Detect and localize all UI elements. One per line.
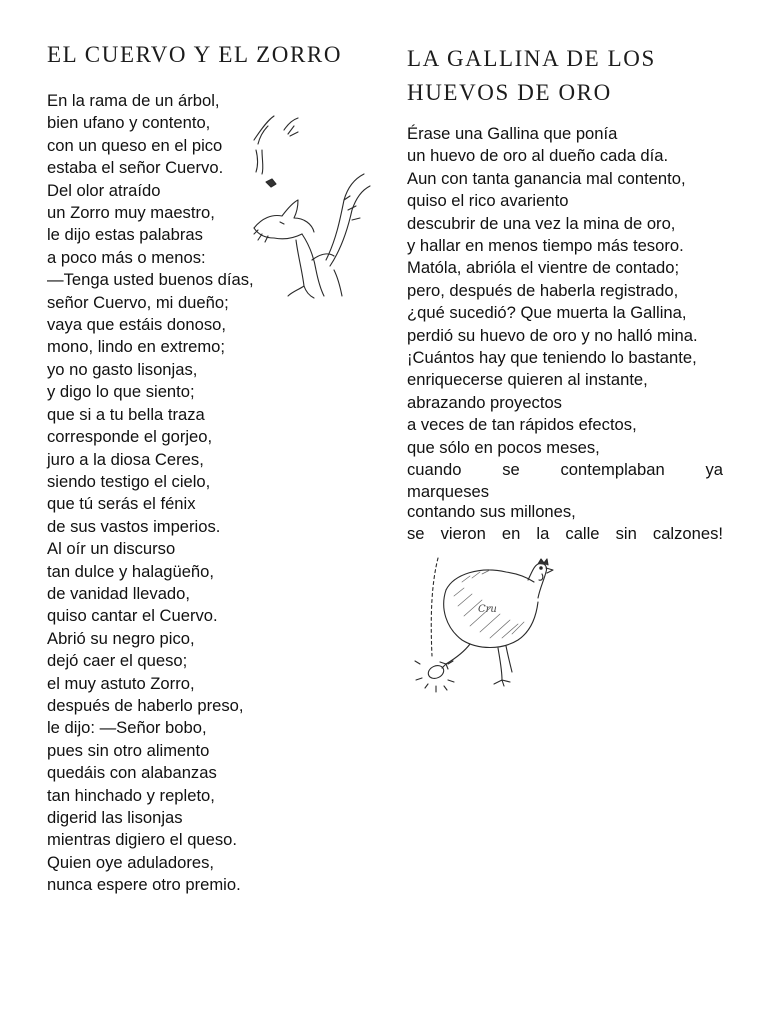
verse-line: pues sin otro alimento [47,740,210,760]
verse-line: contando sus millones, [407,501,576,521]
verse-line: tan dulce y halagüeño, [47,561,214,581]
verse-line: de sus vastos imperios. [47,516,221,536]
fable-title-line: LA GALLINA DE LOS [407,46,656,71]
verse-line: yo no gasto lisonjas, [47,359,198,379]
verse-line: se vieron en la calle sin calzones! [407,523,723,543]
verse-line: Del olor atraído [47,180,161,200]
fable-title-cuervo-zorro: EL CUERVO Y EL ZORRO [47,42,343,67]
verse-line: señor Cuervo, mi dueño; [47,292,229,312]
verse-line: abrazando proyectos [407,392,562,412]
verse-line: le dijo: —Señor bobo, [47,718,207,738]
verse-line: un Zorro muy maestro, [47,203,215,223]
verse-line: ¡Cuántos hay que teniendo lo bastante, [407,348,697,368]
verse-line: ¿qué sucedió? Que muerta la Gallina, [407,303,687,323]
verse-line: Érase una Gallina que ponía [407,124,618,143]
hen-golden-egg-sketch-icon [410,552,560,702]
verse-line: a poco más o menos: [47,247,206,267]
verse-line: de vanidad llevado, [47,583,190,603]
verse-line: perdió su huevo de oro y no halló mina. [407,325,698,345]
verse-line: a veces de tan rápidos efectos, [407,415,637,435]
verse-line: Quien oye aduladores, [47,852,214,872]
verse-line: le dijo estas palabras [47,225,203,245]
verse-line: descubrir de una vez la mina de oro, [407,213,676,233]
verse-line: con un queso en el pico [47,135,223,155]
verse-line: nunca espere otro premio. [47,875,241,895]
verse-line: Abrió su negro pico, [47,628,195,648]
fable-title-gallina [407,42,656,110]
verse-line: que sólo en pocos meses, [407,437,600,457]
verse-line: enriquecerse quieren al instante, [407,370,648,390]
verse-line: un huevo de oro al dueño cada día. [407,146,669,166]
fable-title-line: HUEVOS DE ORO [407,80,612,105]
verse-line: Aun con tanta ganancia mal contento, [407,168,686,188]
verse-line: quiso el rico avariento [407,191,569,211]
verse-line: vaya que estáis donoso, [47,315,226,335]
verse-line: —Tenga usted buenos días, [47,270,254,290]
fox-crow-illustration [244,110,374,305]
verse-line: cuando se contemplaban ya [407,460,723,480]
verse-line: siendo testigo el cielo, [47,471,211,491]
verse-line: pero, después de haberla registrado, [407,280,679,300]
verse-line: mono, lindo en extremo; [47,337,226,357]
verse-line: quedáis con alabanzas [47,763,217,783]
verse-line: que tú serás el fénix [47,494,196,514]
verse-line: el muy astuto Zorro, [47,673,195,693]
verse-line: quiso cantar el Cuervo. [47,606,218,626]
poem-gallina [407,123,723,545]
verse-line: marqueses [407,481,490,501]
verse-line: corresponde el gorjeo, [47,427,213,447]
verse-line: digerid las lisonjas [47,808,183,827]
verse-line: estaba el señor Cuervo. [47,158,224,178]
verse-line: Al oír un discurso [47,539,176,559]
verse-line: Matóla, abrióla el vientre de contado; [407,258,680,278]
hen-egg-illustration [410,552,560,702]
hen-label: Cru [478,604,497,615]
verse-line: después de haberlo preso, [47,695,244,715]
verse-line: bien ufano y contento, [47,113,211,133]
verse-line: y hallar en menos tiempo más tesoro. [407,236,684,256]
verse-line: dejó caer el queso; [47,651,188,671]
verse-line: mientras digiero el queso. [47,830,238,850]
verse-line: juro a la diosa Ceres, [47,449,204,469]
verse-line: y digo lo que siento; [47,382,195,402]
fox-crow-sketch-icon [244,110,374,305]
verse-line: que si a tu bella traza [47,404,205,424]
verse-line: tan hinchado y repleto, [47,785,215,805]
verse-line: En la rama de un árbol, [47,91,220,110]
